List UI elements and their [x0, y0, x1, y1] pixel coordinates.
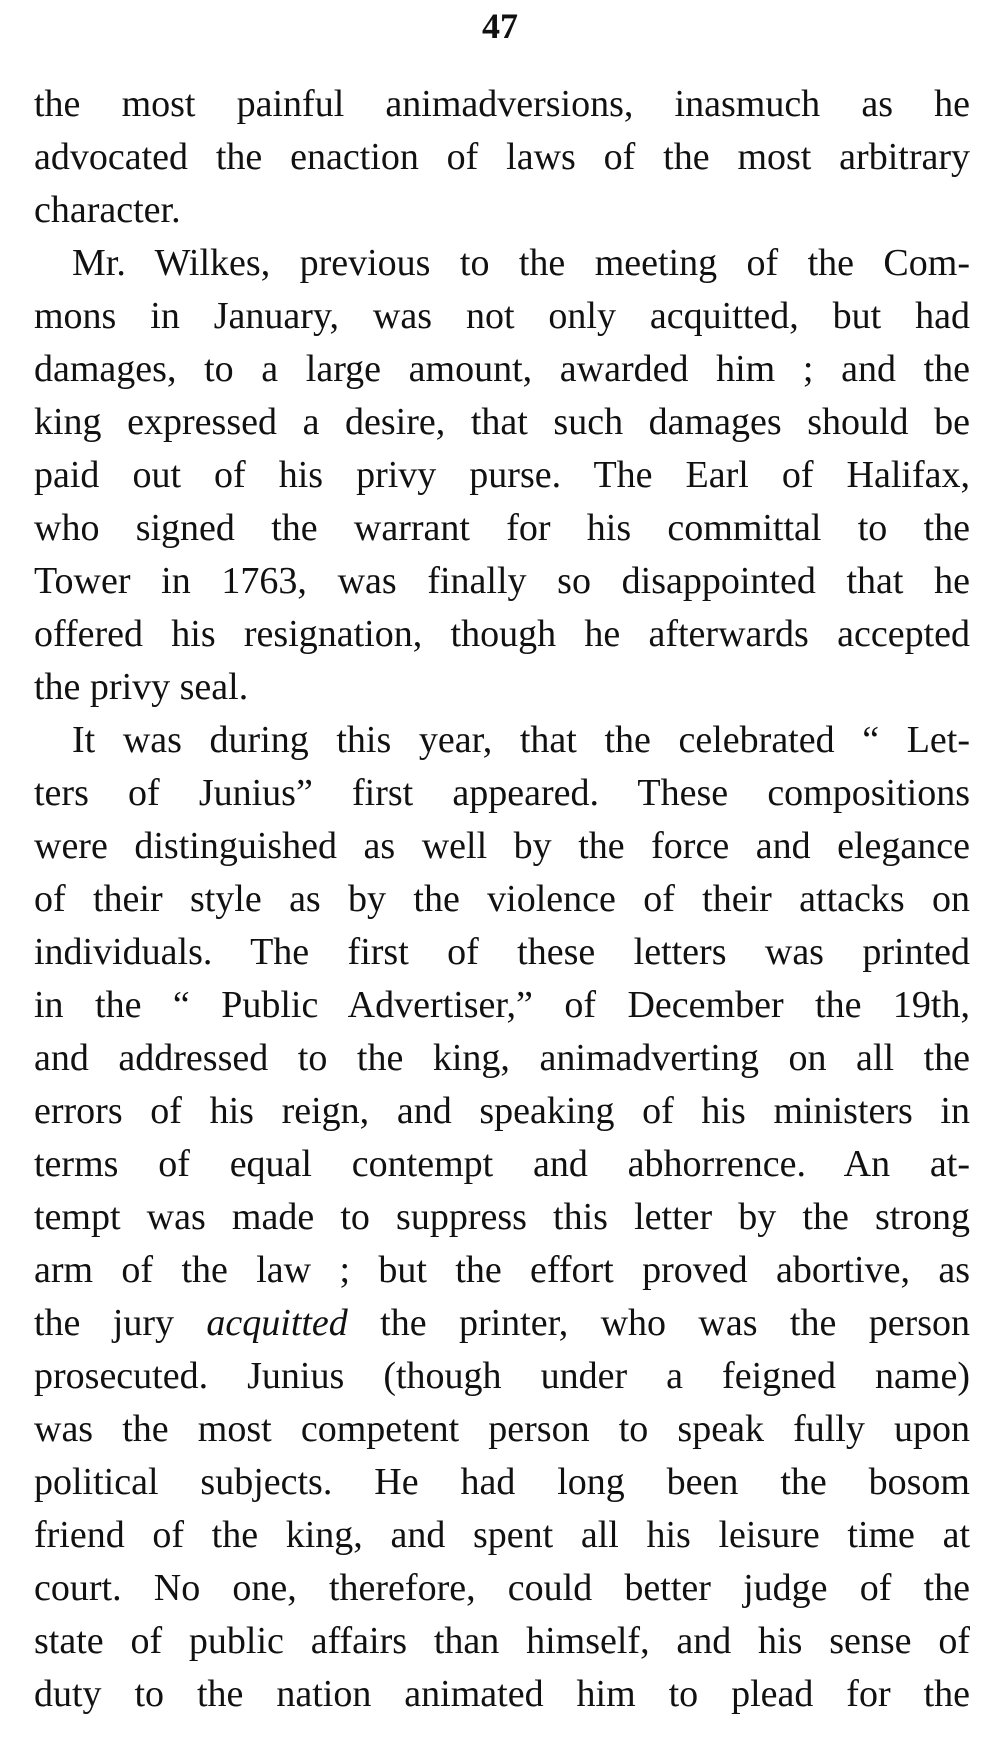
text-line: of their style as by the violence of their attacks on: [34, 878, 970, 920]
text-line: Tower in 1763, was finally so disappointed that he: [34, 560, 970, 602]
text-line: was the most competent person to speak fully upon: [34, 1408, 970, 1450]
text-line: who signed the warrant for his committal to the: [34, 507, 970, 549]
text-line: duty to the nation animated him to plead for the: [34, 1673, 970, 1715]
text-line: individuals. The first of these letters was printed: [34, 931, 970, 973]
text-line: the privy seal.: [34, 666, 249, 708]
text-line: in the “ Public Advertiser,” of December the 19th,: [34, 984, 970, 1026]
text-line: were distinguished as well by the force and elegance: [34, 825, 970, 867]
text-line: friend of the king, and spent all his leisure time at: [34, 1514, 970, 1556]
text-line: political subjects. He had long been the bosom: [34, 1461, 970, 1503]
text-line: damages, to a large amount, awarded him ; and the: [34, 348, 970, 390]
text-line: paid out of his privy purse. The Earl of Halifax,: [34, 454, 970, 496]
text-line: It was during this year, that the celebrated “ Let-: [72, 719, 970, 761]
text-line: advocated the enaction of laws of the most arbitrary: [34, 136, 970, 178]
body-text: [34, 78, 970, 1721]
text-line: court. No one, therefore, could better judge of the: [34, 1567, 970, 1609]
text-line: arm of the law ; but the effort proved abortive, as: [34, 1249, 970, 1291]
text-line: and addressed to the king, animadverting on all the: [34, 1037, 970, 1079]
text-line: Mr. Wilkes, previous to the meeting of the Com-: [72, 242, 970, 284]
text-line: tempt was made to suppress this letter by the strong: [34, 1196, 970, 1238]
text-line: prosecuted. Junius (though under a feigned name): [34, 1355, 970, 1397]
text-line: mons in January, was not only acquitted, but had: [34, 295, 970, 337]
italic-word: acquitted: [206, 1302, 348, 1344]
page-number: 47: [482, 6, 518, 46]
text-line: terms of equal contempt and abhorrence. An at-: [34, 1143, 970, 1185]
text-line: king expressed a desire, that such damages should be: [34, 401, 970, 443]
paragraph: [34, 78, 970, 237]
text-line: the most painful animadversions, inasmuch as he: [34, 83, 970, 125]
text-segment: the jury: [34, 1302, 207, 1344]
paragraph: [34, 714, 970, 1721]
text-segment: the printer, who was the person: [347, 1302, 970, 1344]
text-line: offered his resignation, though he afterwards accepted: [34, 613, 970, 655]
text-line: character.: [34, 189, 181, 231]
text-line: ters of Junius” first appeared. These compositions: [34, 772, 970, 814]
text-line: state of public affairs than himself, and his sense of: [34, 1620, 970, 1662]
paragraph: [34, 237, 970, 714]
text-line-with-italic: [34, 1297, 970, 1350]
text-line: errors of his reign, and speaking of his ministers in: [34, 1090, 970, 1132]
